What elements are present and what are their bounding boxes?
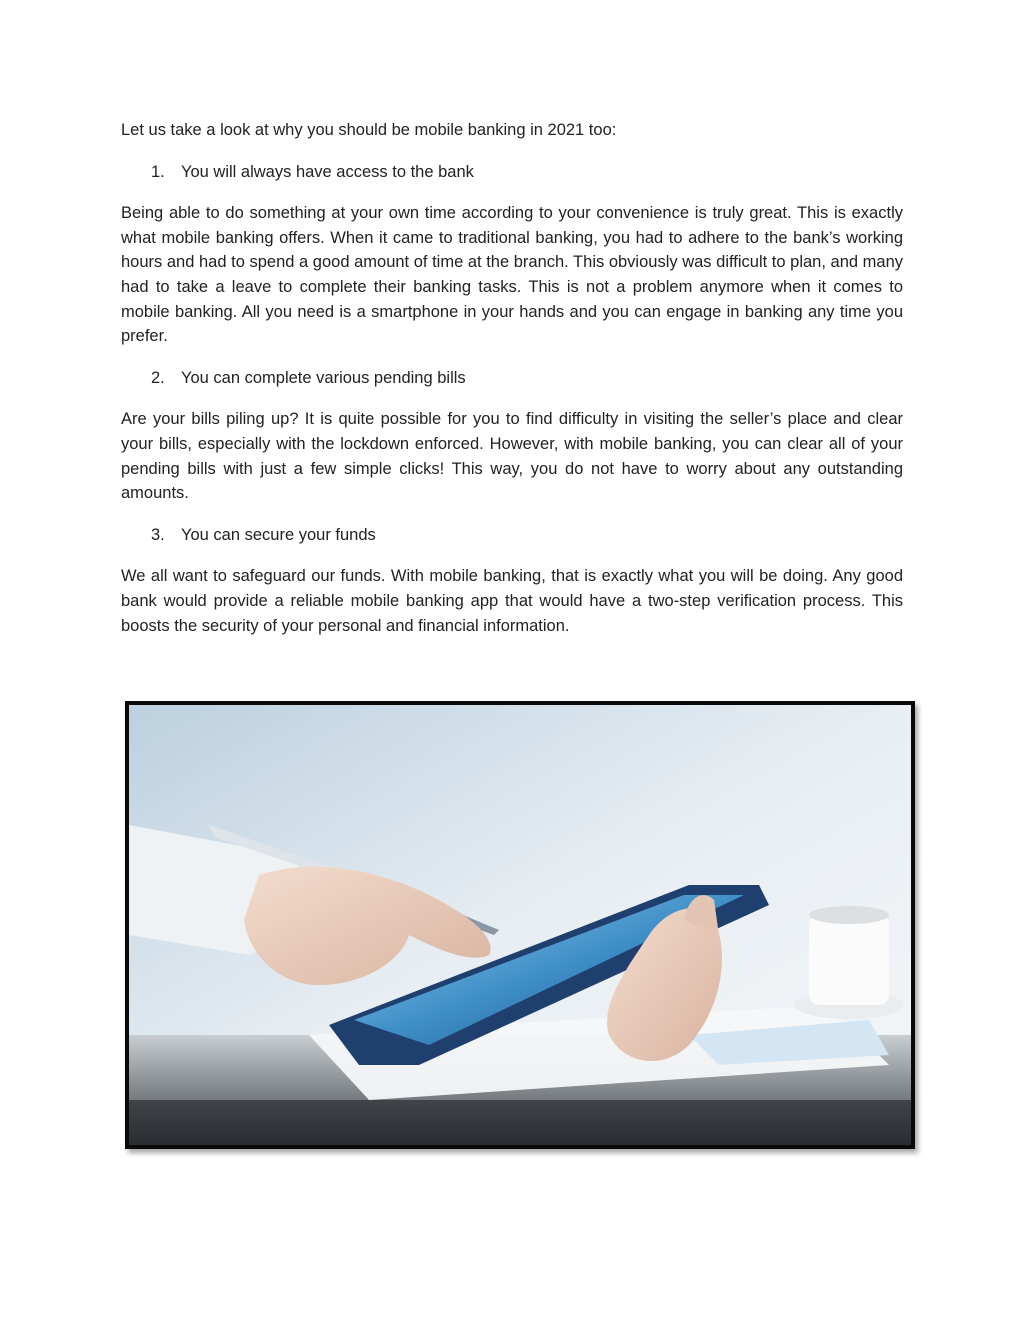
section-title-1: You will always have access to the bank: [181, 162, 474, 181]
document-body: [121, 118, 903, 655]
tablet-photo-figure: [125, 701, 915, 1149]
tablet-photo-illustration: [129, 705, 911, 1145]
section-body-1: Being able to do something at your own time according to your convenience is truly great. This is exactly what mobile banking offers. When it came to traditional banking, you had to adhere to the bank’s working hours and had to spend a good amount of time at the branch. This obviously was difficult to plan, and many had to take a leave to complete their banking tasks. This is not a problem anymore when it comes to mobile banking. All you need is a smartphone in your hands and you can engage in banking any time you prefer.: [121, 204, 903, 346]
section-heading-1: [121, 160, 903, 185]
section-body-3: We all want to safeguard our funds. With mobile banking, that is exactly what you will be doing. Any good bank would provide a reliable mobile banking app that would have a two-step verification process. This boosts the security of your personal and financial information.: [121, 567, 903, 635]
section-title-2: You can complete various pending bills: [181, 368, 466, 387]
section-number-1: 1.: [151, 162, 165, 181]
section-title-3: You can secure your funds: [181, 525, 376, 544]
section-heading-3: [121, 523, 903, 548]
section-body-2: Are your bills piling up? It is quite possible for you to find difficulty in visiting the seller’s place and clear your bills, especially with the lockdown enforced. However, with mobile banking, you can clear all of your pending bills with just a few simple clicks! This way, you do not have to worry about any outstanding amounts.: [121, 410, 903, 503]
section-heading-2: [121, 366, 903, 391]
section-number-3: 3.: [151, 525, 165, 544]
intro-paragraph: Let us take a look at why you should be mobile banking in 2021 too:: [121, 121, 617, 139]
section-number-2: 2.: [151, 368, 165, 387]
